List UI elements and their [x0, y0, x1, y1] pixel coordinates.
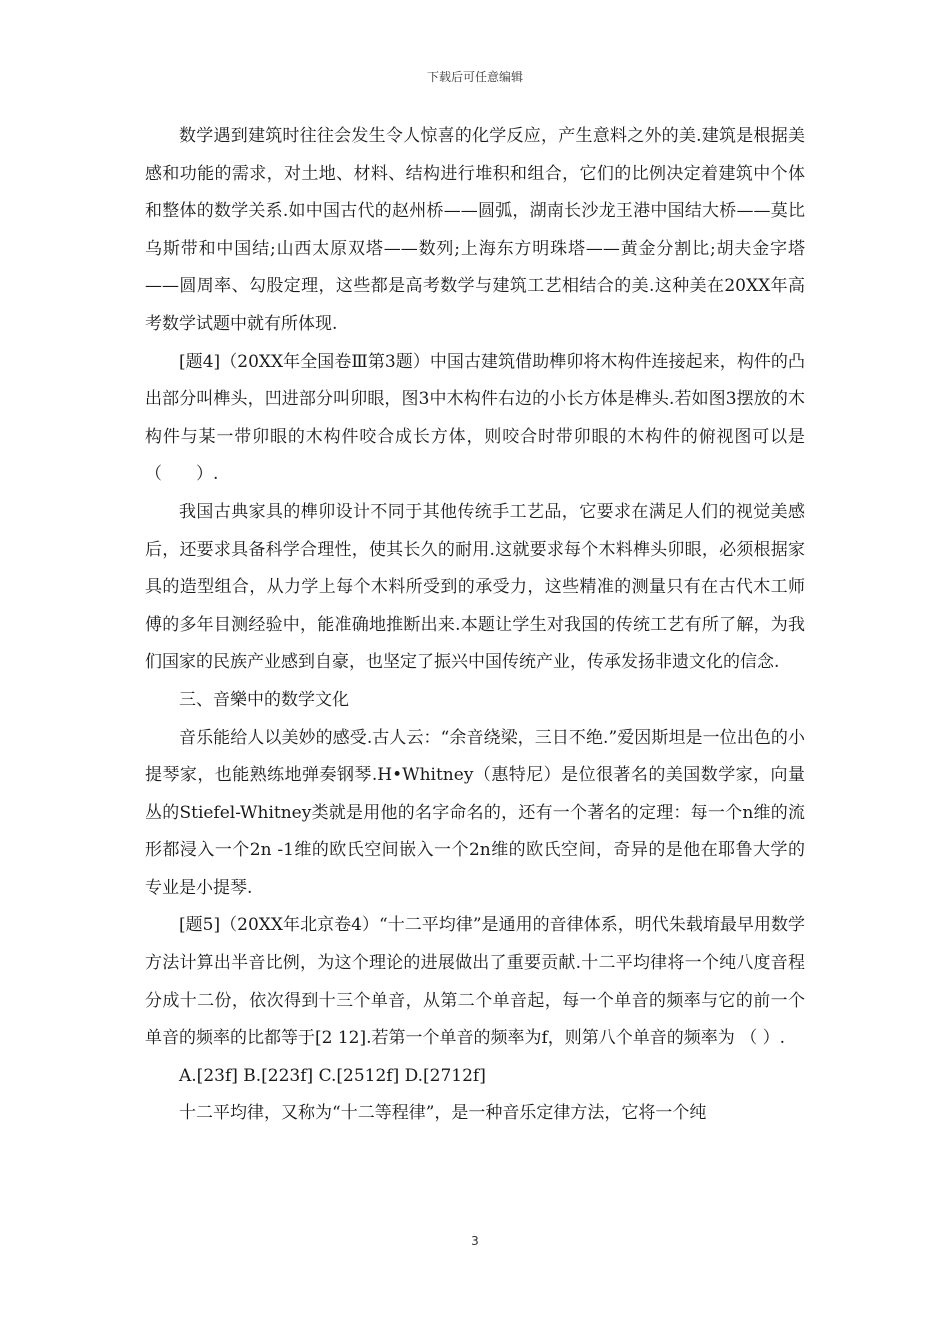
page-header: 下载后可任意编辑: [426, 70, 523, 84]
page-number: 3: [471, 1234, 479, 1248]
paragraph-twelve-tone: 十二平均律，又称为“十二等程律”，是一种音乐定律方法，它将一个纯: [179, 1103, 707, 1124]
paragraph-furniture-mortise: 我国古典家具的榫卯设计不同于其他传统手工艺品，它要求在满足人们的视觉美感后，还要求具备科学合理性，使其长久的耐用.这就要求每个木料榫头卯眼，必须根据家具的造型组合，从力学上每个木料所受到的承受力，这些精准的测量只有在古代木工师傅的多年目测经验中，能准确地推断出来.本题让学生对我国的传统工艺有所了解，为我们国家的民族产业感到自豪，也坚定了振兴中国传统产业，传承发扬非遗文化的信念.: [145, 501, 805, 673]
paragraph-architecture-intro: 数学遇到建筑时往往会发生令人惊喜的化学反应，产生意料之外的美.建筑是根据美感和功能的需求，对土地、材料、结构进行堆积和组合，它们的比例决定着建筑中个体和整体的数学关系.如中国古代的赵州桥——圆弧，湖南长沙龙王港中国结大桥——莫比乌斯带和中国结;山西太原双塔——数列;上海东方明珠塔——黄金分割比;胡夫金字塔——圆周率、勾股定理，这些都是高考数学与建筑工艺相结合的美.这种美在20XX年高考数学试题中就有所体现.: [145, 126, 805, 334]
paragraph-question-4: [题4]（20XX年全国卷Ⅲ第3题）中国古建筑借助榫卯将木构件连接起来，构件的凸出部分叫榫头，凹进部分叫卯眼，图3中木构件右边的小长方体是榫头.若如图3摆放的木构件与某一带卯眼的木构件咬合成长方体，则咬合时带卯眼的木构件的俯视图可以是（ ）.: [145, 351, 805, 485]
paragraph-music-intro: 音乐能给人以美妙的感受.古人云：“余音绕梁，三日不绝.”爱因斯坦是一位出色的小提琴家，也能熟练地弹奏钢琴.H•Whitney（惠特尼）是位很著名的美国数学家，向量丛的Stiefel-Whitney类就是用他的名字命名的，还有一个著名的定理：每一个n维的流形都浸入一个2n -1维的欧氏空间嵌入一个2n维的欧氏空间，奇异的是他在耶鲁大学的专业是小提琴.: [145, 727, 805, 898]
section-heading-music: 三、音樂中的数学文化: [179, 689, 349, 710]
paragraph-question-5: [题5]（20XX年北京卷4）“十二平均律”是通用的音律体系，明代朱载堉最早用数学方法计算出半音比例，为这个理论的进展做出了重要贡献.十二平均律将一个纯八度音程分成十二份，依次得到十三个单音，从第二个单音起，每一个单音的频率与它的前一个单音的频率的比都等于[2 12].若第一个单音的频率为f，则第八个单音的频率为 （ ）.: [145, 915, 805, 1049]
document-body: [145, 118, 805, 1133]
question-5-options: A.[23f] B.[223f] C.[2512f] D.[2712f]: [179, 1065, 486, 1086]
